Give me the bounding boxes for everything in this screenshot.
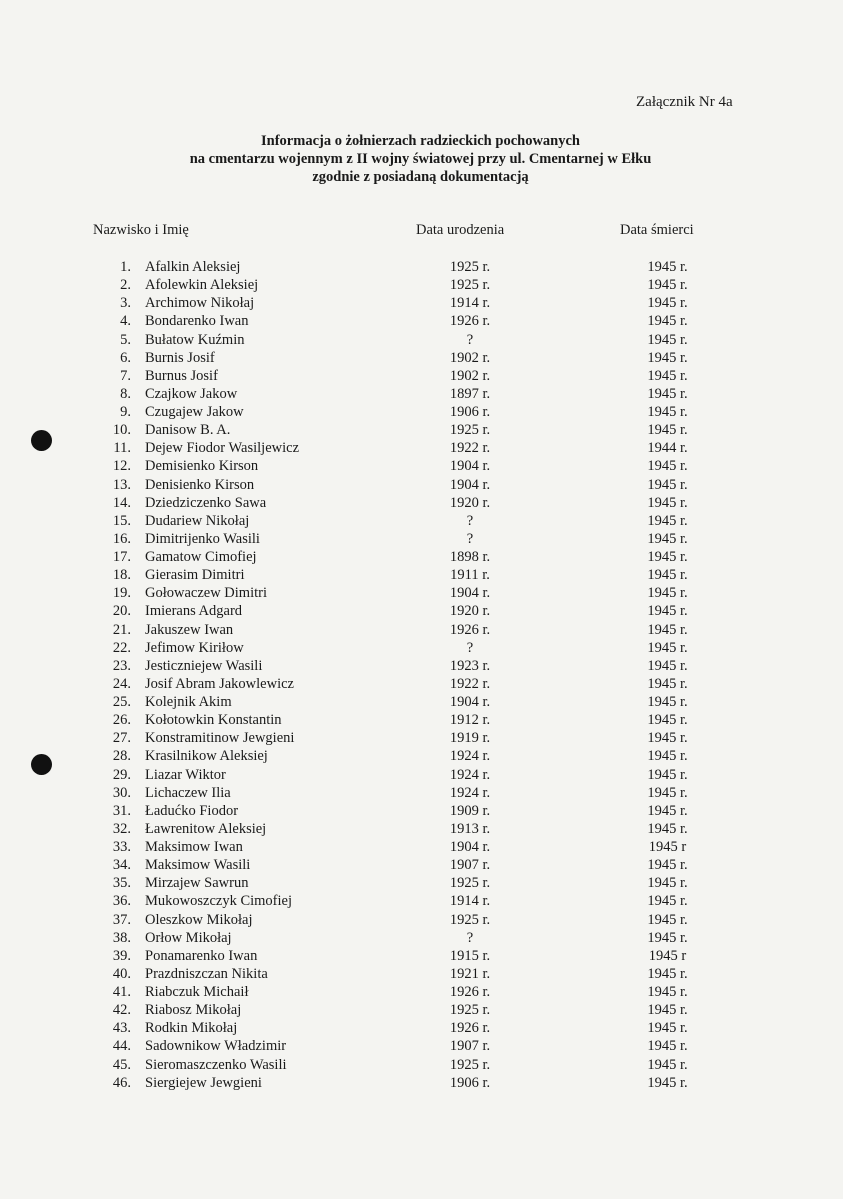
row-number: 10.	[112, 422, 131, 439]
birth-date: 1909 r.	[449, 802, 491, 819]
row-number: 24.	[112, 675, 131, 692]
birth-date: 1924 r.	[449, 784, 491, 801]
birth-date: ?	[466, 331, 474, 348]
soldier-name: Bondarenko Iwan	[145, 313, 249, 330]
soldier-name: Jefimow Kiriłow	[145, 639, 244, 656]
row-number: 5.	[120, 331, 131, 348]
column-header-birth: Data urodzenia	[416, 222, 505, 238]
row-number: 45.	[112, 1056, 131, 1073]
row-number: 38.	[112, 929, 131, 946]
death-date: 1945 r.	[647, 1056, 688, 1073]
annex-label: Załącznik Nr 4a	[636, 94, 733, 110]
soldier-list	[0, 258, 843, 1092]
birth-date: 1904 r.	[449, 839, 491, 855]
death-date: 1945 r.	[647, 621, 688, 638]
soldier-name: Ławrenitow Aleksiej	[145, 820, 267, 837]
birth-date: 1904 r.	[449, 694, 491, 710]
death-date: 1945 r.	[647, 259, 688, 275]
row-number: 28.	[112, 748, 131, 765]
birth-date: 1925 r.	[449, 1056, 491, 1073]
list-item	[0, 747, 843, 765]
row-number: 17.	[112, 549, 131, 565]
list-item	[0, 258, 843, 276]
list-item	[0, 1056, 843, 1074]
row-number: 26.	[112, 712, 131, 729]
death-date: 1945 r.	[647, 331, 688, 348]
heading-line: zgodnie z posiadaną dokumentacją	[312, 169, 529, 185]
death-date: 1945 r.	[647, 857, 688, 874]
death-date: 1945 r.	[647, 694, 688, 710]
soldier-name: Czajkow Jakow	[145, 385, 238, 402]
column-header-death: Data śmierci	[620, 222, 694, 238]
death-date: 1945 r.	[647, 712, 688, 729]
soldier-name: Archimow Nikołaj	[145, 295, 255, 312]
heading-line: Informacja o żołnierzach radzieckich pochowanych	[261, 133, 580, 149]
soldier-name: Imierans Adgard	[145, 603, 243, 620]
list-item	[0, 566, 843, 584]
list-item	[0, 602, 843, 620]
row-number: 2.	[120, 277, 131, 294]
list-item	[0, 856, 843, 874]
birth-date: 1926 r.	[449, 313, 491, 330]
birth-date: 1906 r.	[449, 404, 491, 420]
row-number: 41.	[112, 984, 131, 1000]
soldier-name: Kołotowkin Konstantin	[145, 712, 282, 729]
birth-date: 1925 r.	[449, 277, 491, 294]
death-date: 1945 r.	[647, 802, 688, 819]
soldier-name: Orłow Mikołaj	[145, 929, 232, 946]
list-item	[0, 457, 843, 475]
row-number: 36.	[112, 893, 131, 910]
death-date: 1945 r.	[647, 313, 688, 330]
birth-date: 1911 r.	[450, 567, 490, 584]
death-date: 1945 r.	[647, 730, 688, 747]
soldier-name: Burnus Josif	[145, 367, 218, 384]
list-item	[0, 1001, 843, 1019]
row-number: 46.	[112, 1074, 131, 1091]
soldier-name: Afolewkin Aleksiej	[145, 277, 259, 294]
soldier-name: Bułatow Kuźmin	[145, 331, 245, 348]
soldier-name: Kolejnik Akim	[145, 694, 232, 710]
list-item	[0, 548, 843, 566]
soldier-name: Mirzajew Sawrun	[145, 875, 249, 892]
row-number: 20.	[112, 603, 131, 620]
soldier-name: Gamatow Cimofiej	[145, 549, 257, 565]
list-item	[0, 766, 843, 784]
birth-date: 1924 r.	[449, 766, 491, 783]
death-date: 1945 r.	[647, 1038, 688, 1055]
birth-date: 1914 r.	[449, 295, 491, 312]
death-date: 1945 r.	[647, 766, 688, 783]
soldier-name: Czugajew Jakow	[145, 404, 244, 420]
birth-date: ?	[466, 512, 474, 529]
soldier-name: Dudariew Nikołaj	[145, 512, 250, 529]
soldier-name: Krasilnikow Aleksiej	[145, 748, 268, 765]
soldier-name: Josif Abram Jakowlewicz	[145, 675, 294, 692]
column-header-name: Nazwisko i Imię	[93, 222, 189, 238]
death-date: 1945 r.	[647, 820, 688, 837]
soldier-name: Sadownikow Władzimir	[145, 1038, 287, 1055]
list-item	[0, 530, 843, 548]
birth-date: 1912 r.	[449, 712, 491, 729]
list-item	[0, 1074, 843, 1092]
soldier-name: Gierasim Dimitri	[145, 567, 245, 584]
list-item	[0, 349, 843, 367]
row-number: 15.	[112, 512, 131, 529]
list-item	[0, 294, 843, 312]
row-number: 31.	[112, 802, 131, 819]
list-item	[0, 312, 843, 330]
birth-date: ?	[466, 639, 474, 656]
death-date: 1945 r.	[647, 929, 688, 946]
birth-date: ?	[466, 530, 474, 547]
death-date: 1945 r.	[647, 494, 688, 511]
death-date: 1945 r.	[647, 784, 688, 801]
death-date: 1945 r.	[647, 675, 688, 692]
death-date: 1945 r.	[647, 748, 688, 765]
list-item	[0, 439, 843, 457]
row-number: 21.	[112, 621, 131, 638]
row-number: 6.	[120, 349, 131, 366]
list-item	[0, 802, 843, 820]
row-number: 3.	[120, 295, 131, 312]
document-heading	[0, 132, 843, 186]
row-number: 14.	[112, 494, 131, 511]
soldier-name: Jakuszew Iwan	[145, 621, 234, 638]
list-item	[0, 421, 843, 439]
list-item	[0, 983, 843, 1001]
birth-date: 1897 r.	[449, 385, 491, 402]
death-date: 1944 r.	[647, 440, 688, 457]
list-item	[0, 729, 843, 747]
death-date: 1945 r.	[647, 965, 688, 982]
birth-date: 1925 r.	[449, 1002, 491, 1019]
birth-date: 1915 r.	[449, 947, 491, 964]
birth-date: 1914 r.	[449, 893, 491, 910]
birth-date: 1904 r.	[449, 476, 491, 493]
birth-date: 1922 r.	[449, 675, 491, 692]
row-number: 12.	[112, 458, 131, 475]
soldier-name: Dejew Fiodor Wasiljewicz	[145, 440, 299, 457]
birth-date: ?	[466, 929, 474, 946]
list-item	[0, 675, 843, 693]
row-number: 16.	[112, 530, 131, 547]
soldier-name: Sieromaszczenko Wasili	[145, 1056, 287, 1073]
list-item	[0, 512, 843, 530]
list-item	[0, 965, 843, 983]
row-number: 11.	[113, 440, 131, 457]
soldier-name: Dziedziczenko Sawa	[145, 494, 267, 511]
list-item	[0, 874, 843, 892]
birth-date: 1922 r.	[449, 440, 491, 457]
list-item	[0, 693, 843, 711]
list-item	[0, 403, 843, 421]
death-date: 1945 r.	[647, 476, 688, 493]
list-item	[0, 892, 843, 910]
row-number: 44.	[112, 1038, 131, 1055]
birth-date: 1923 r.	[449, 657, 491, 674]
list-item	[0, 476, 843, 494]
birth-date: 1919 r.	[449, 730, 491, 747]
death-date: 1945 r.	[647, 422, 688, 439]
row-number: 7.	[120, 367, 131, 384]
death-date: 1945 r.	[647, 404, 688, 420]
death-date: 1945 r.	[647, 585, 688, 602]
birth-date: 1924 r.	[449, 748, 491, 765]
list-item	[0, 838, 843, 856]
soldier-name: Ładućko Fiodor	[145, 802, 239, 819]
row-number: 22.	[112, 639, 131, 656]
soldier-name: Afalkin Aleksiej	[145, 259, 241, 275]
row-number: 27.	[112, 730, 131, 747]
row-number: 40.	[112, 965, 131, 982]
birth-date: 1902 r.	[449, 367, 491, 384]
death-date: 1945 r.	[647, 875, 688, 892]
row-number: 32.	[112, 820, 131, 837]
row-number: 34.	[112, 857, 131, 874]
death-date: 1945 r.	[647, 549, 688, 565]
death-date: 1945 r.	[647, 893, 688, 910]
death-date: 1945 r	[648, 839, 687, 855]
birth-date: 1906 r.	[449, 1074, 491, 1091]
list-item	[0, 784, 843, 802]
soldier-name: Mukowoszczyk Cimofiej	[145, 893, 292, 910]
death-date: 1945 r.	[647, 984, 688, 1000]
soldier-name: Liazar Wiktor	[145, 766, 226, 783]
death-date: 1945 r.	[647, 639, 688, 656]
birth-date: 1913 r.	[449, 820, 491, 837]
soldier-name: Rodkin Mikołaj	[145, 1020, 238, 1037]
list-item	[0, 276, 843, 294]
row-number: 25.	[112, 694, 131, 710]
row-number: 33.	[112, 839, 131, 855]
list-item	[0, 711, 843, 729]
heading-line: na cmentarzu wojennym z II wojny światowej przy ul. Cmentarnej w Ełku	[189, 151, 652, 167]
soldier-name: Maksimow Iwan	[145, 839, 243, 855]
death-date: 1945 r.	[647, 512, 688, 529]
list-item	[0, 929, 843, 947]
row-number: 43.	[112, 1020, 131, 1037]
row-number: 19.	[112, 585, 131, 602]
birth-date: 1921 r.	[449, 965, 491, 982]
birth-date: 1904 r.	[449, 585, 491, 602]
death-date: 1945 r.	[647, 603, 688, 620]
row-number: 39.	[112, 947, 131, 964]
birth-date: 1898 r.	[449, 549, 491, 565]
death-date: 1945 r.	[647, 385, 688, 402]
row-number: 37.	[112, 911, 131, 928]
list-item	[0, 657, 843, 675]
list-item	[0, 820, 843, 838]
list-item	[0, 331, 843, 349]
death-date: 1945 r.	[647, 530, 688, 547]
birth-date: 1926 r.	[449, 984, 491, 1000]
birth-date: 1907 r.	[449, 1038, 491, 1055]
row-number: 9.	[120, 404, 131, 420]
death-date: 1945 r.	[647, 657, 688, 674]
death-date: 1945 r.	[647, 367, 688, 384]
list-item	[0, 947, 843, 965]
soldier-name: Maksimow Wasili	[145, 857, 251, 874]
birth-date: 1925 r.	[449, 422, 491, 439]
death-date: 1945 r.	[647, 1002, 688, 1019]
death-date: 1945 r.	[647, 911, 688, 928]
list-item	[0, 1019, 843, 1037]
list-item	[0, 621, 843, 639]
death-date: 1945 r.	[647, 349, 688, 366]
death-date: 1945 r.	[647, 295, 688, 312]
list-item	[0, 1037, 843, 1055]
list-item	[0, 584, 843, 602]
death-date: 1945 r.	[647, 567, 688, 584]
death-date: 1945 r.	[647, 1020, 688, 1037]
soldier-name: Demisienko Kirson	[145, 458, 259, 475]
soldier-name: Gołowaczew Dimitri	[145, 585, 268, 602]
birth-date: 1907 r.	[449, 857, 491, 874]
list-item	[0, 494, 843, 512]
soldier-name: Riabosz Mikołaj	[145, 1002, 242, 1019]
soldier-name: Jesticzniejew Wasili	[145, 657, 263, 674]
row-number: 30.	[112, 784, 131, 801]
soldier-name: Riabczuk Michaił	[145, 984, 249, 1000]
birth-date: 1925 r.	[449, 259, 491, 275]
birth-date: 1926 r.	[449, 621, 491, 638]
row-number: 1.	[120, 259, 131, 275]
soldier-name: Danisow B. A.	[145, 422, 231, 439]
row-number: 8.	[120, 385, 131, 402]
list-item	[0, 385, 843, 403]
soldier-name: Prazdniszczan Nikita	[145, 965, 268, 982]
death-date: 1945 r.	[647, 1074, 688, 1091]
death-date: 1945 r.	[647, 277, 688, 294]
birth-date: 1920 r.	[449, 603, 491, 620]
soldier-name: Oleszkow Mikołaj	[145, 911, 253, 928]
soldier-name: Ponamarenko Iwan	[145, 947, 258, 964]
death-date: 1945 r	[648, 947, 687, 964]
birth-date: 1920 r.	[449, 494, 491, 511]
row-number: 18.	[112, 567, 131, 584]
birth-date: 1902 r.	[449, 349, 491, 366]
soldier-name: Denisienko Kirson	[145, 476, 255, 493]
soldier-name: Burnis Josif	[145, 349, 215, 366]
soldier-name: Dimitrijenko Wasili	[145, 530, 260, 547]
list-item	[0, 639, 843, 657]
row-number: 13.	[112, 476, 131, 493]
soldier-name: Siergiejew Jewgieni	[145, 1074, 262, 1091]
list-item	[0, 911, 843, 929]
soldier-name: Konstramitinow Jewgieni	[145, 730, 295, 747]
birth-date: 1925 r.	[449, 911, 491, 928]
row-number: 29.	[112, 766, 131, 783]
soldier-name: Lichaczew Ilia	[145, 784, 231, 801]
list-item	[0, 367, 843, 385]
row-number: 23.	[112, 657, 131, 674]
birth-date: 1926 r.	[449, 1020, 491, 1037]
death-date: 1945 r.	[647, 458, 688, 475]
row-number: 35.	[112, 875, 131, 892]
birth-date: 1904 r.	[449, 458, 491, 475]
birth-date: 1925 r.	[449, 875, 491, 892]
row-number: 4.	[120, 313, 131, 330]
row-number: 42.	[112, 1002, 131, 1019]
